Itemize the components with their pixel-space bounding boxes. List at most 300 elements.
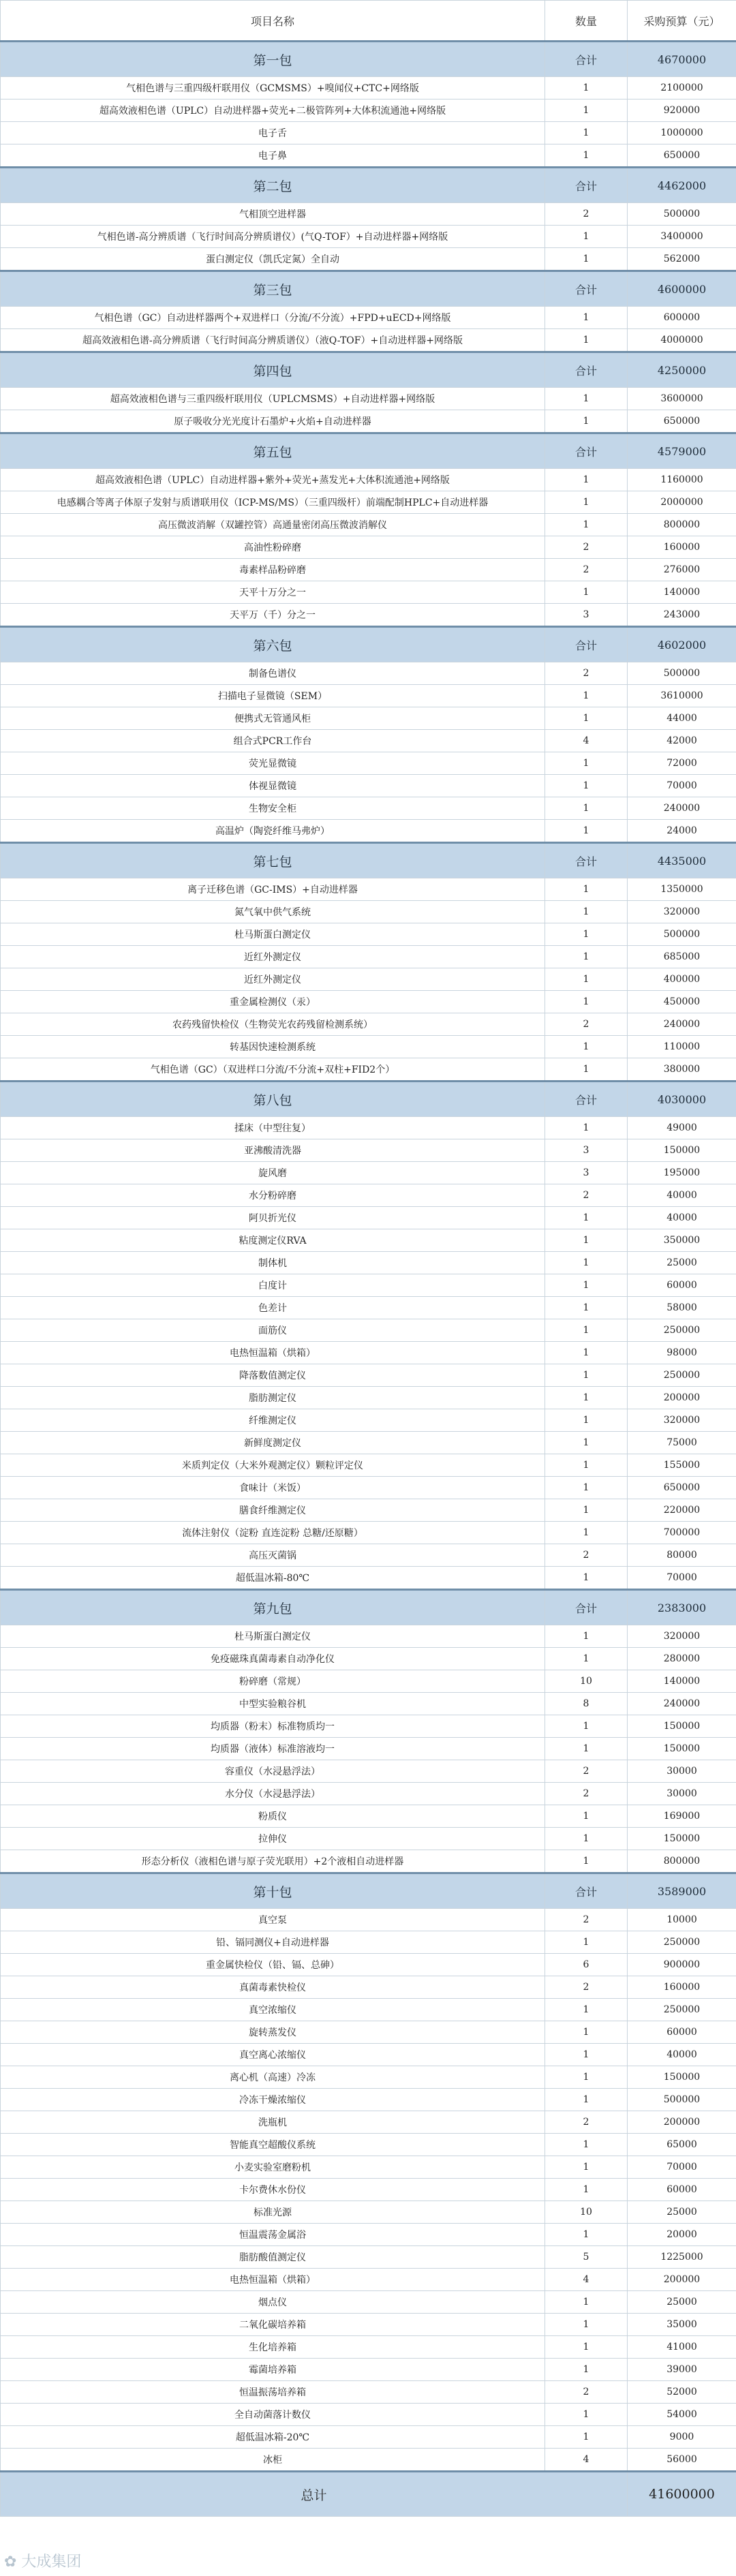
item-name: 近红外测定仪 [1,968,545,991]
table-row [1,2269,736,2291]
table-row [1,2291,736,2314]
item-quantity: 2 [545,203,628,226]
item-quantity: 1 [545,1522,628,1544]
item-budget: 380000 [628,1058,736,1082]
item-name: 重金属检测仪（汞） [1,991,545,1013]
item-budget: 9000 [628,2426,736,2449]
table-row [1,2044,736,2066]
item-budget: 80000 [628,1544,736,1567]
item-budget: 60000 [628,2021,736,2044]
table-row [1,1387,736,1409]
table-row [1,1828,736,1850]
item-quantity: 2 [545,1544,628,1567]
item-quantity: 1 [545,1319,628,1342]
item-name: 霉菌培养箱 [1,2359,545,2381]
item-name: 天平万（千）分之一 [1,604,545,627]
item-budget: 685000 [628,946,736,968]
item-name: 超低温冰箱-20℃ [1,2426,545,2449]
table-row [1,77,736,99]
item-quantity: 1 [545,991,628,1013]
package-subtotal: 4250000 [628,352,736,388]
item-budget: 140000 [628,1670,736,1693]
table-row [1,226,736,248]
item-name: 真空泵 [1,1909,545,1931]
item-quantity: 2 [545,1909,628,1931]
item-name: 气相顶空进样器 [1,203,545,226]
table-row [1,1670,736,1693]
item-name: 蛋白测定仪（凯氏定氮）全自动 [1,248,545,271]
table-row [1,604,736,627]
item-quantity: 2 [545,1760,628,1783]
item-quantity: 1 [545,685,628,707]
item-quantity: 5 [545,2246,628,2269]
item-name: 制备色谱仪 [1,662,545,685]
item-name: 纤维测定仪 [1,1409,545,1432]
item-budget: 150000 [628,1715,736,1738]
item-budget: 150000 [628,2066,736,2089]
table-row [1,2336,736,2359]
item-quantity: 1 [545,514,628,536]
table-row [1,1036,736,1058]
item-name: 食味计（米饭） [1,1477,545,1499]
total-value: 41600000 [628,2472,736,2517]
item-quantity: 1 [545,491,628,514]
item-name: 均质器（粉末）标准物质均一 [1,1715,545,1738]
item-quantity: 1 [545,1432,628,1454]
table-row [1,1715,736,1738]
item-name: 超高效液相色谱（UPLC）自动进样器+紫外+荧光+蒸发光+大体积流通池+网络版 [1,469,545,491]
item-quantity: 1 [545,1117,628,1139]
item-quantity: 1 [545,226,628,248]
item-quantity: 1 [545,1477,628,1499]
item-name: 制体机 [1,1252,545,1274]
item-quantity: 4 [545,2269,628,2291]
table-row [1,1693,736,1715]
item-budget: 250000 [628,1931,736,1954]
package-subtotal-label: 合计 [545,352,628,388]
item-quantity: 2 [545,662,628,685]
item-budget: 58000 [628,1297,736,1319]
item-budget: 700000 [628,1522,736,1544]
item-name: 农药残留快检仪（生物荧光农药残留检测系统） [1,1013,545,1036]
package-subtotal: 4602000 [628,627,736,662]
item-quantity: 2 [545,536,628,559]
package-title: 第八包 [1,1082,545,1117]
package-title: 第九包 [1,1590,545,1625]
item-name: 烟点仪 [1,2291,545,2314]
item-name: 杜马斯蛋白测定仪 [1,1625,545,1648]
table-row [1,2156,736,2179]
package-subtotal-label: 合计 [545,1590,628,1625]
item-quantity: 1 [545,2224,628,2246]
table-row [1,946,736,968]
table-body [1,42,736,2517]
item-name: 荧光显微镜 [1,752,545,775]
table-row [1,878,736,901]
item-budget: 800000 [628,1850,736,1873]
item-quantity: 1 [545,707,628,730]
item-name: 真空离心浓缩仪 [1,2044,545,2066]
item-budget: 70000 [628,775,736,797]
item-budget: 60000 [628,1274,736,1297]
item-budget: 243000 [628,604,736,627]
column-header-budget: 采购预算（元） [628,1,736,42]
item-budget: 1225000 [628,2246,736,2269]
table-row [1,2066,736,2089]
item-quantity: 1 [545,1648,628,1670]
item-budget: 240000 [628,797,736,820]
item-name: 色差计 [1,1297,545,1319]
item-name: 氮气氧中供气系统 [1,901,545,923]
item-budget: 500000 [628,203,736,226]
table-row [1,2381,736,2404]
table-row [1,1567,736,1590]
item-budget: 150000 [628,1738,736,1760]
table-row [1,2449,736,2472]
package-title: 第六包 [1,627,545,662]
item-name: 铅、镉同测仪+自动进样器 [1,1931,545,1954]
item-name: 转基因快速检测系统 [1,1036,545,1058]
item-quantity: 1 [545,2156,628,2179]
table-row [1,122,736,144]
table-row [1,1184,736,1207]
item-budget: 56000 [628,2449,736,2472]
item-budget: 2000000 [628,491,736,514]
item-budget: 3600000 [628,388,736,410]
item-name: 电热恒温箱（烘箱） [1,2269,545,2291]
item-name: 电感耦合等离子体原子发射与质谱联用仪（ICP-MS/MS）（三重四级杆）前端配制HPLC+自动进样器 [1,491,545,514]
table-row [1,991,736,1013]
item-budget: 110000 [628,1036,736,1058]
table-row [1,1931,736,1954]
package-subtotal-label: 合计 [545,433,628,469]
table-row [1,1058,736,1082]
item-quantity: 1 [545,923,628,946]
item-quantity: 3 [545,1162,628,1184]
table-row [1,2021,736,2044]
package-subtotal: 4600000 [628,271,736,307]
package-subtotal-label: 合计 [545,627,628,662]
table-row [1,662,736,685]
package-title: 第一包 [1,42,545,77]
table-row [1,2201,736,2224]
item-budget: 200000 [628,1387,736,1409]
table-row [1,144,736,168]
table-row [1,1162,736,1184]
item-quantity: 1 [545,1409,628,1432]
package-subtotal-label: 合计 [545,843,628,878]
item-budget: 65000 [628,2134,736,2156]
table-row [1,203,736,226]
item-name: 免疫磁珠真菌毒素自动净化仪 [1,1648,545,1670]
item-quantity: 1 [545,1297,628,1319]
item-budget: 41000 [628,2336,736,2359]
item-name: 流体注射仪（淀粉 直连淀粉 总糖/还原糖） [1,1522,545,1544]
item-name: 冰柜 [1,2449,545,2472]
item-budget: 4000000 [628,329,736,352]
item-name: 容重仪（水浸悬浮法） [1,1760,545,1783]
package-header-row [1,843,736,878]
item-quantity: 2 [545,2111,628,2134]
item-quantity: 3 [545,604,628,627]
table-row [1,730,736,752]
item-quantity: 1 [545,1805,628,1828]
item-name: 水分粉碎磨 [1,1184,545,1207]
item-budget: 250000 [628,1364,736,1387]
item-budget: 450000 [628,991,736,1013]
package-header-row [1,168,736,203]
table-row [1,514,736,536]
item-budget: 39000 [628,2359,736,2381]
package-title: 第十包 [1,1873,545,1909]
item-name: 杜马斯蛋白测定仪 [1,923,545,946]
package-subtotal-label: 合计 [545,271,628,307]
item-quantity: 1 [545,1625,628,1648]
item-name: 气相色谱-高分辨质谱（飞行时间高分辨质谱仪）(气Q-TOF）+自动进样器+网络版 [1,226,545,248]
item-name: 白度计 [1,1274,545,1297]
item-name: 冷冻干燥浓缩仪 [1,2089,545,2111]
table-row [1,2404,736,2426]
table-row [1,923,736,946]
item-budget: 155000 [628,1454,736,1477]
table-row [1,1432,736,1454]
item-name: 超高效液相色谱与三重四级杆联用仪（UPLCMSMS）+自动进样器+网络版 [1,388,545,410]
item-name: 恒温振荡培养箱 [1,2381,545,2404]
package-subtotal: 2383000 [628,1590,736,1625]
table-row [1,2179,736,2201]
table-row [1,752,736,775]
table-row [1,1783,736,1805]
item-quantity: 1 [545,2089,628,2111]
item-name: 高压微波消解（双罐控管）高通量密闭高压微波消解仪 [1,514,545,536]
package-header-row [1,271,736,307]
item-budget: 200000 [628,2111,736,2134]
item-name: 高油性粉碎磨 [1,536,545,559]
table-row [1,1342,736,1364]
item-name: 气相色谱与三重四级杆联用仪（GCMSMS）+嗅闻仪+CTC+网络版 [1,77,545,99]
package-header-row [1,1590,736,1625]
item-name: 天平十万分之一 [1,581,545,604]
package-subtotal-label: 合计 [545,168,628,203]
item-budget: 70000 [628,1567,736,1590]
package-subtotal-label: 合计 [545,42,628,77]
item-budget: 160000 [628,1976,736,1999]
item-quantity: 1 [545,388,628,410]
table-row [1,968,736,991]
item-quantity: 1 [545,901,628,923]
table-row [1,388,736,410]
package-subtotal: 4435000 [628,843,736,878]
item-quantity: 1 [545,2044,628,2066]
table-row [1,1477,736,1499]
item-budget: 250000 [628,1999,736,2021]
item-name: 拉伸仪 [1,1828,545,1850]
item-name: 毒素样品粉碎磨 [1,559,545,581]
package-subtotal-label: 合计 [545,1082,628,1117]
item-budget: 800000 [628,514,736,536]
item-name: 组合式PCR工作台 [1,730,545,752]
item-quantity: 1 [545,1274,628,1297]
item-budget: 160000 [628,536,736,559]
package-subtotal: 4670000 [628,42,736,77]
table-row [1,1297,736,1319]
item-quantity: 1 [545,968,628,991]
item-quantity: 2 [545,1976,628,1999]
item-budget: 60000 [628,2179,736,2201]
item-budget: 1000000 [628,122,736,144]
item-quantity: 1 [545,752,628,775]
table-row [1,2089,736,2111]
table-row [1,1625,736,1648]
item-quantity: 1 [545,1567,628,1590]
item-name: 真空浓缩仪 [1,1999,545,2021]
item-quantity: 1 [545,122,628,144]
table-row [1,1364,736,1387]
item-budget: 400000 [628,968,736,991]
table-row [1,1805,736,1828]
item-budget: 276000 [628,559,736,581]
item-quantity: 1 [545,469,628,491]
table-row [1,1499,736,1522]
item-name: 洗瓶机 [1,2111,545,2134]
table-row [1,1976,736,1999]
item-quantity: 1 [545,1252,628,1274]
table-row [1,2359,736,2381]
item-name: 生化培养箱 [1,2336,545,2359]
item-budget: 320000 [628,1625,736,1648]
item-name: 形态分析仪（液相色谱与原子荧光联用）+2个液相自动进样器 [1,1850,545,1873]
item-name: 电子舌 [1,122,545,144]
package-header-row [1,1873,736,1909]
item-budget: 30000 [628,1760,736,1783]
table-row [1,1252,736,1274]
package-title: 第四包 [1,352,545,388]
item-quantity: 1 [545,2021,628,2044]
item-name: 智能真空超酸仪系统 [1,2134,545,2156]
table-row [1,559,736,581]
item-budget: 250000 [628,1319,736,1342]
item-name: 高压灭菌锅 [1,1544,545,1567]
item-name: 生物安全柜 [1,797,545,820]
package-subtotal: 4462000 [628,168,736,203]
item-budget: 40000 [628,2044,736,2066]
item-quantity: 1 [545,1207,628,1229]
item-quantity: 1 [545,1715,628,1738]
table-row [1,2134,736,2156]
table-row [1,2111,736,2134]
item-quantity: 1 [545,1387,628,1409]
item-budget: 600000 [628,307,736,329]
item-quantity: 1 [545,2291,628,2314]
item-quantity: 8 [545,1693,628,1715]
package-title: 第七包 [1,843,545,878]
item-name: 水分仪（水浸悬浮法） [1,1783,545,1805]
item-name: 米质判定仪（大米外观测定仪）颗粒评定仪 [1,1454,545,1477]
item-budget: 650000 [628,144,736,168]
item-budget: 24000 [628,820,736,843]
table-row [1,581,736,604]
item-quantity: 1 [545,99,628,122]
item-budget: 220000 [628,1499,736,1522]
package-title: 第二包 [1,168,545,203]
item-quantity: 6 [545,1954,628,1976]
item-name: 粘度测定仪RVA [1,1229,545,1252]
item-quantity: 1 [545,797,628,820]
package-subtotal: 4579000 [628,433,736,469]
item-quantity: 10 [545,1670,628,1693]
table-row [1,1850,736,1873]
item-quantity: 1 [545,77,628,99]
item-budget: 500000 [628,662,736,685]
item-name: 电热恒温箱（烘箱） [1,1342,545,1364]
table-row [1,1999,736,2021]
item-name: 膳食纤维测定仪 [1,1499,545,1522]
item-budget: 25000 [628,2201,736,2224]
item-budget: 35000 [628,2314,736,2336]
table-row [1,307,736,329]
item-budget: 140000 [628,581,736,604]
table-header-row [1,1,736,42]
package-header-row [1,433,736,469]
table-row [1,1207,736,1229]
item-name: 恒温震荡金属浴 [1,2224,545,2246]
item-budget: 150000 [628,1828,736,1850]
item-quantity: 1 [545,1828,628,1850]
item-quantity: 1 [545,2359,628,2381]
column-header-qty: 数量 [545,1,628,42]
item-budget: 70000 [628,2156,736,2179]
item-name: 均质器（液体）标准溶液均一 [1,1738,545,1760]
table-row [1,1409,736,1432]
table-row [1,820,736,843]
package-header-row [1,1082,736,1117]
item-quantity: 1 [545,775,628,797]
column-header-name: 项目名称 [1,1,545,42]
item-budget: 30000 [628,1783,736,1805]
item-name: 重金属快检仪（铅、镉、总砷） [1,1954,545,1976]
item-name: 新鲜度测定仪 [1,1432,545,1454]
table-row [1,707,736,730]
item-budget: 320000 [628,1409,736,1432]
table-row [1,901,736,923]
item-quantity: 1 [545,1036,628,1058]
item-name: 二氧化碳培养箱 [1,2314,545,2336]
item-budget: 320000 [628,901,736,923]
item-budget: 500000 [628,2089,736,2111]
item-quantity: 2 [545,1783,628,1805]
item-name: 卡尔费休水份仪 [1,2179,545,2201]
item-name: 粉质仪 [1,1805,545,1828]
item-budget: 920000 [628,99,736,122]
table-row [1,2246,736,2269]
item-name: 降落数值测定仪 [1,1364,545,1387]
item-name: 脂肪测定仪 [1,1387,545,1409]
item-name: 面筋仪 [1,1319,545,1342]
item-name: 全自动菌落计数仪 [1,2404,545,2426]
item-name: 离子迁移色谱（GC-IMS）+自动进样器 [1,878,545,901]
item-quantity: 1 [545,329,628,352]
item-name: 超低温冰箱-80℃ [1,1567,545,1590]
item-name: 扫描电子显微镜（SEM） [1,685,545,707]
package-header-row [1,627,736,662]
table-row [1,1319,736,1342]
item-name: 便携式无管通风柜 [1,707,545,730]
table-row [1,1229,736,1252]
table-row [1,469,736,491]
item-budget: 650000 [628,1477,736,1499]
item-budget: 44000 [628,707,736,730]
item-budget: 25000 [628,1252,736,1274]
